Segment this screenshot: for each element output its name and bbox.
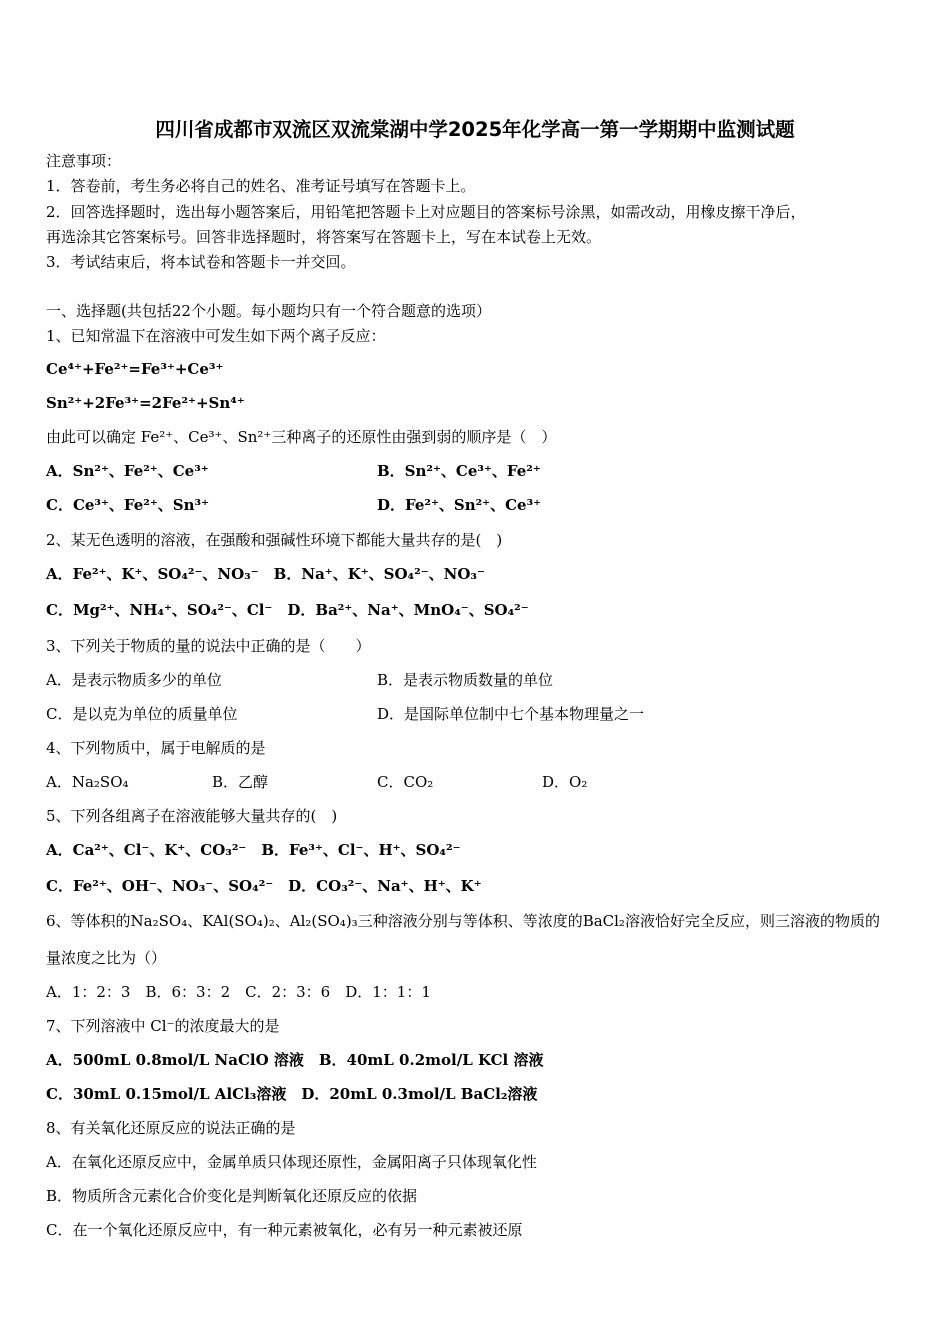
question-3-option-a: A．是表示物质多少的单位 [46,671,222,689]
question-7-options-cd: C．30mL 0.15mol/L AlCl₃溶液 D．20mL 0.3mol/L BaCl₂溶液 [46,1085,538,1103]
question-3-stem: 3、下列关于物质的量的说法中正确的是（ ） [46,637,371,655]
notice-item: 2．回答选择题时，选出每小题答案后，用铅笔把答题卡上对应题目的答案标号涂黑，如需改动，用橡皮擦干净后， [46,203,806,221]
question-2-options-cd: C．Mg²⁺、NH₄⁺、SO₄²⁻、Cl⁻ D．Ba²⁺、Na⁺、MnO₄⁻、SO₄²⁻ [46,601,529,619]
question-8-stem: 8、有关氧化还原反应的说法正确的是 [46,1119,296,1137]
question-3-option-d: D．是国际单位制中七个基本物理量之一 [377,705,645,723]
question-4-option-d: D．O₂ [542,773,588,791]
question-4-option-c: C．CO₂ [377,773,434,791]
section-heading: 一、选择题(共包括22个小题。每小题均只有一个符合题意的选项） [46,302,491,320]
question-2-options-ab: A．Fe²⁺、K⁺、SO₄²⁻、NO₃⁻ B．Na⁺、K⁺、SO₄²⁻、NO₃⁻ [46,565,485,583]
notice-item: 3．考试结束后，将本试卷和答题卡一并交回。 [46,253,356,271]
question-5-stem: 5、下列各组离子在溶液能够大量共存的( ) [46,807,338,825]
document-title: 四川省成都市双流区双流棠湖中学2025年化学高一第一学期期中监测试题 [155,118,795,141]
question-3-option-b: B．是表示物质数量的单位 [377,671,554,689]
question-6-options: A．1：2：3 B．6：3：2 C．2：3：6 D．1：1：1 [46,983,431,1001]
question-4-option-a: A．Na₂SO₄ [46,773,129,791]
question-1-option-a: A．Sn²⁺、Fe²⁺、Ce³⁺ [46,462,209,480]
question-2-stem: 2、某无色透明的溶液，在强酸和强碱性环境下都能大量共存的是( ) [46,531,503,549]
question-4-stem: 4、下列物质中，属于电解质的是 [46,739,266,757]
question-7-options-ab: A．500mL 0.8mol/L NaClO 溶液 B．40mL 0.2mol/L KCl 溶液 [46,1051,544,1069]
notice-item: 1．答卷前，考生务必将自己的姓名、准考证号填写在答题卡上。 [46,177,476,195]
question-8-option-c: C．在一个氧化还原反应中，有一种元素被氧化，必有另一种元素被还原 [46,1221,523,1239]
question-1-equation-2: Sn²⁺+2Fe³⁺=2Fe²⁺+Sn⁴⁺ [46,394,245,412]
question-8-option-a: A．在氧化还原反应中，金属单质只体现还原性，金属阳离子只体现氧化性 [46,1153,537,1171]
question-3-option-c: C．是以克为单位的质量单位 [46,705,238,723]
question-6-stem-line-2: 量浓度之比为（） [46,949,167,967]
question-1-ask: 由此可以确定 Fe²⁺、Ce³⁺、Sn²⁺三种离子的还原性由强到弱的顺序是（ ） [46,428,557,446]
question-1-stem: 1、已知常温下在溶液中可发生如下两个离子反应： [46,327,386,345]
question-1-option-c: C．Ce³⁺、Fe²⁺、Sn³⁺ [46,496,209,514]
question-1-option-d: D．Fe²⁺、Sn²⁺、Ce³⁺ [377,496,542,514]
question-7-stem: 7、下列溶液中 Cl⁻的浓度最大的是 [46,1017,280,1035]
question-5-options-cd: C．Fe²⁺、OH⁻、NO₃⁻、SO₄²⁻ D．CO₃²⁻、Na⁺、H⁺、K⁺ [46,877,482,895]
question-1-equation-1: Ce⁴⁺+Fe²⁺=Fe³⁺+Ce³⁺ [46,360,224,378]
notice-item: 再选涂其它答案标号。回答非选择题时，将答案写在答题卡上，写在本试卷上无效。 [46,228,602,246]
question-1-option-b: B．Sn²⁺、Ce³⁺、Fe²⁺ [377,462,541,480]
question-6-stem-line-1: 6、等体积的Na₂SO₄、KAl(SO₄)₂、Al₂(SO₄)₃三种溶液分别与等体积、等浓度的BaCl₂溶液恰好完全反应，则三溶液的物质的 [46,912,880,930]
question-5-options-ab: A．Ca²⁺、Cl⁻、K⁺、CO₃²⁻ B．Fe³⁺、Cl⁻、H⁺、SO₄²⁻ [46,841,461,859]
question-4-option-b: B．乙醇 [212,773,269,791]
notice-heading: 注意事项： [46,152,122,170]
question-8-option-b: B．物质所含元素化合价变化是判断氧化还原反应的依据 [46,1187,418,1205]
